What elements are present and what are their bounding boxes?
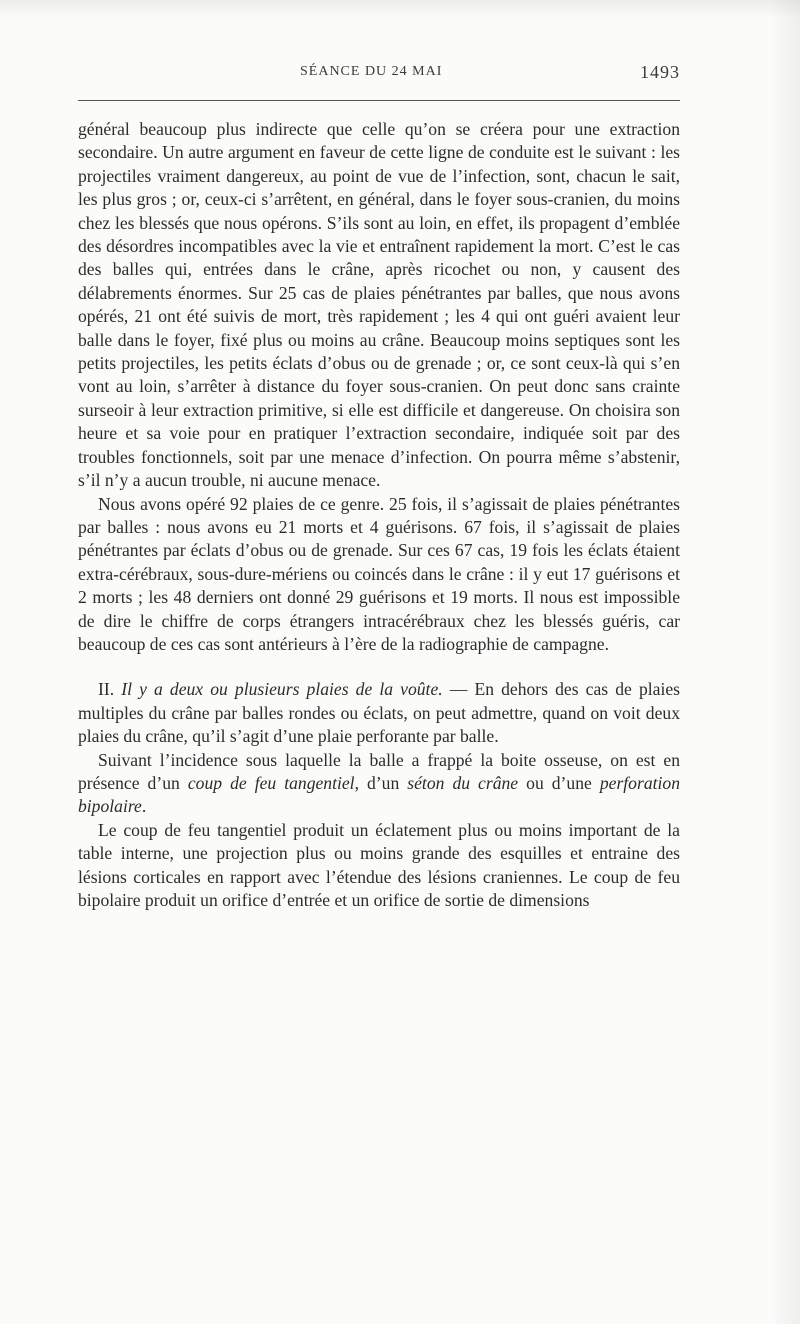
incidence-after: . [141, 796, 147, 817]
term-bipolar: perforation bipolaire [78, 772, 680, 817]
section-heading: Il y a deux ou plusieurs plaies de la voûte. [121, 679, 443, 700]
header-title: SÉANCE DU 24 MAI [300, 64, 443, 79]
incidence-before: Suivant l’incidence sous laquelle la balle a frappé la boite osseuse, on est en présence d’un [78, 749, 680, 793]
running-header [78, 64, 680, 86]
incidence-mid1: , d’un [354, 772, 408, 793]
paragraph-incidence [78, 749, 680, 819]
incidence-mid2: ou d’une [518, 772, 600, 793]
body-text [78, 118, 680, 912]
scan-edge-shadow [770, 0, 800, 1324]
term-seton: séton du crâne [407, 772, 519, 793]
section-spacer [78, 656, 680, 678]
term-tangential: coup de feu tangentiel [187, 772, 355, 793]
page-number: 1493 [640, 62, 680, 82]
section-number: II. [98, 679, 115, 700]
header-rule [78, 100, 680, 101]
section-heading-rest: — En dehors des cas de plaies multiples du crâne par balles rondes ou éclats, on peut admettre, quand on voit deux plaies du crâne, qu’il s’agit d’une plaie perforante par balle. [78, 679, 680, 747]
scan-top-shadow [0, 0, 800, 18]
paragraph-tangential-shot: Le coup de feu tangentiel produit un éclatement plus ou moins important de la table interne, une projection plus ou moins grande des esquilles et entraine des lésions corticales en rapport avec l’étendue des lésions craniennes. Le coup de feu bipolaire produit un orifice d’entrée et un orifice de sortie de dimensions [78, 819, 680, 910]
section-ii-paragraph [78, 678, 680, 748]
paragraph-statistics: Nous avons opéré 92 plaies de ce genre. 25 fois, il s’agissait de plaies pénétrantes par balles : nous avons eu 21 morts et 4 guérisons. 67 fois, il s’agissait de plaies pénétrantes par éclats d’obus ou de grenade. Sur ces 67 cas, 19 fois les éclats étaient extra-cérébraux, sous-dure-mériens ou coincés dans le crâne : il y eut 17 guérisons et 2 morts ; les 48 derniers ont donné 29 guérisons et 19 morts. Il nous est impossible de dire le chiffre de corps étrangers intracérébraux chez les blessés guéris, car beaucoup de ces cas sont antérieurs à l’ère de la radiographie de campagne. [78, 493, 680, 654]
paragraph-continuation: général beaucoup plus indirecte que celle qu’on se créera pour une extraction secondaire. Un autre argument en faveur de cette ligne de conduite est le suivant : les projectiles vraiment dangereux, au point de vue de l’infection, sont, chacun le sait, les plus gros ; or, ceux-ci s’arrêtent, en général, dans le foyer sous-cranien, du moins chez les blessés que nous opérons. S’ils sont au loin, en effet, ils propagent d’emblée des désordres incompatibles avec la vie et entraînent rapidement la mort. C’est le cas des balles qui, entrées dans le crâne, après ricochet ou non, y causent des délabrements énormes. Sur 25 cas de plaies pénétrantes par balles, que nous avons opérés, 21 ont été suivis de mort, très rapidement ; les 4 qui ont guéri avaient leur balle dans le foyer, fixé plus ou moins au crâne. Beaucoup moins septiques sont les petits projectiles, les petits éclats d’obus ou de grenade ; or, ce sont ceux-là qui s’en vont au loin, s’arrêter à distance du foyer sous-cranien. On peut donc sans crainte surseoir à leur extraction primitive, si elle est difficile et dangereuse. On choisira son heure et sa voie pour en pratiquer l’extraction secondaire, indiquée soit par des troubles fonctionnels, soit par une menace d’infection. On pourra même s’abstenir, s’il n’y a aucun trouble, ni aucune menace. [78, 119, 680, 491]
